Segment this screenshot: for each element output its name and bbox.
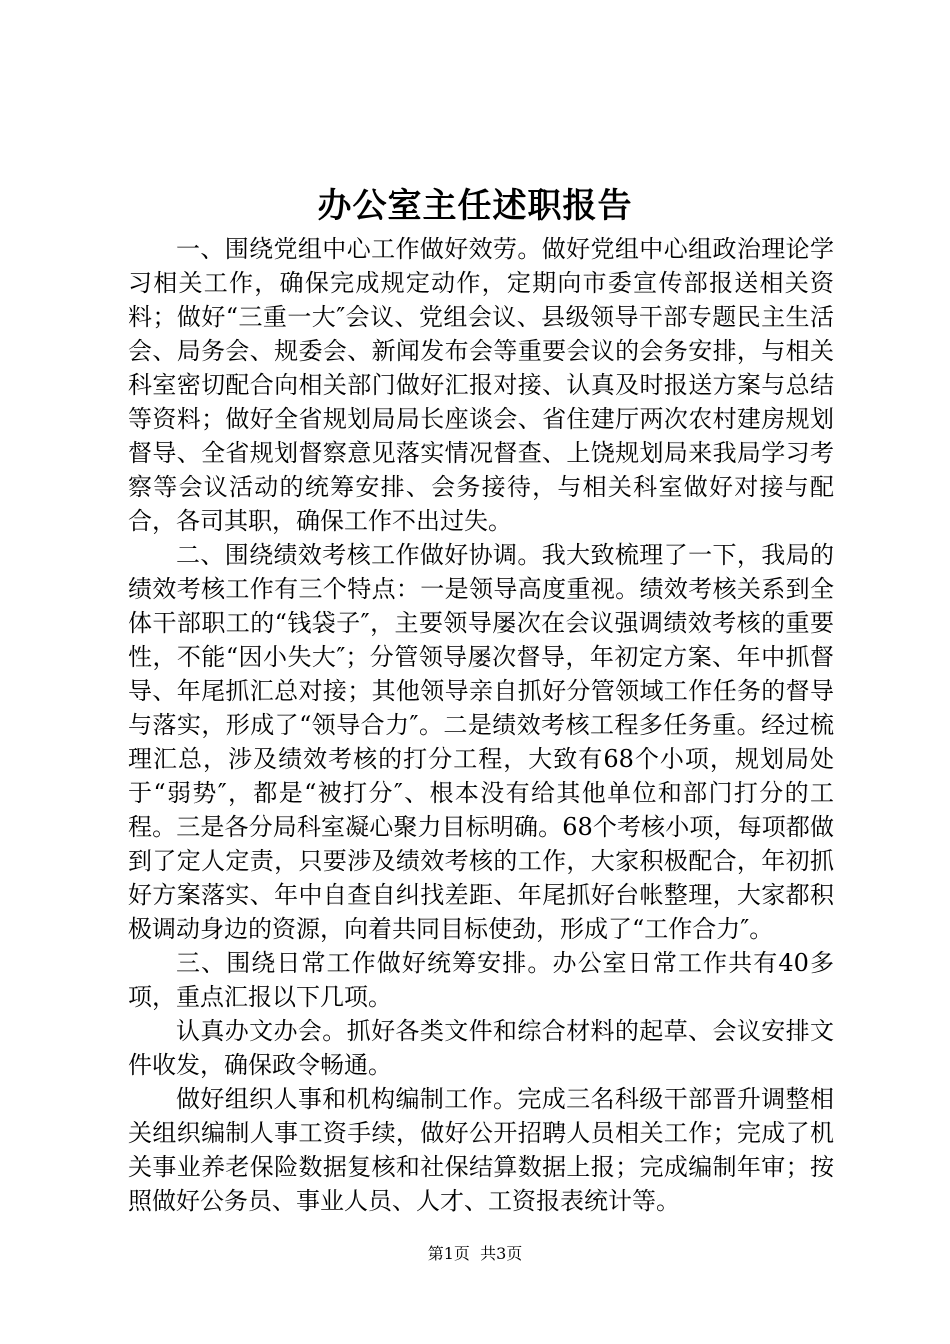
paragraph-1: 一、围绕党组中心工作做好效劳。做好党组中心组政治理论学习相关工作，确保完成规定动作，定期向市委宣传部报送相关资料；做好“三重一大″会议、党组会议、县级领导干部专题民主生活会、局务会、规委会、新闻发布会等重要会议的会务安排，与相关科室密切配合向相关部门做好汇报对接、认真及时报送方案与总结等资料；做好全省规划局局长座谈会、省住建厅两次农村建房规划督导、全省规划督察意见落实情况督查、上饶规划局来我局学习考察等会议活动的统筹安排、会务接待，与相关科室做好对接与配合，各司其职，确保工作不出过失。 <box>128 235 834 535</box>
footer-spacer <box>470 1244 480 1263</box>
page-footer <box>0 1243 950 1265</box>
paragraph-5: 做好组织人事和机构编制工作。完成三名科级干部晋升调整相关组织编制人事工资手续，做好公开招聘人员相关工作；完成了机关事业养老保险数据复核和社保结算数据上报；完成编制年审；按照做好公务员、事业人员、人才、工资报表统计等。 <box>128 1085 834 1215</box>
paragraph-2: 二、围绕绩效考核工作做好协调。我大致梳理了一下，我局的绩效考核工作有三个特点：一是领导高度重视。绩效考核关系到全体干部职工的“钱袋子″，主要领导屡次在会议强调绩效考核的重要性，不能“因小失大″；分管领导屡次督导，年初定方案、年中抓督导、年尾抓汇总对接；其他领导亲自抓好分管领域工作任务的督导与落实，形成了“领导合力″。二是绩效考核工程多任务重。经过梳理汇总，涉及绩效考核的打分工程，大致有68个小项，规划局处于“弱势″，都是“被打分″、根本没有给其他单位和部门打分的工程。三是各分局科室凝心聚力目标明确。68个考核小项，每项都做到了定人定责，只要涉及绩效考核的工作，大家积极配合，年初抓好方案落实、年中自查自纠找差距、年尾抓好台帐整理，大家都积极调动身边的资源，向着共同目标使劲，形成了“工作合力″。 <box>128 541 834 943</box>
paragraph-3: 三、围绕日常工作做好统筹安排。办公室日常工作共有40多项，重点汇报以下几项。 <box>128 949 834 1011</box>
paragraph-4: 认真办文办会。抓好各类文件和综合材料的起草、会议安排文件收发，确保政令畅通。 <box>128 1017 834 1079</box>
page-total: 共3页 <box>480 1244 523 1263</box>
document-title: 办公室主任述职报告 <box>317 186 633 226</box>
page-number: 第1页 <box>427 1244 470 1263</box>
document-body <box>128 232 834 1218</box>
